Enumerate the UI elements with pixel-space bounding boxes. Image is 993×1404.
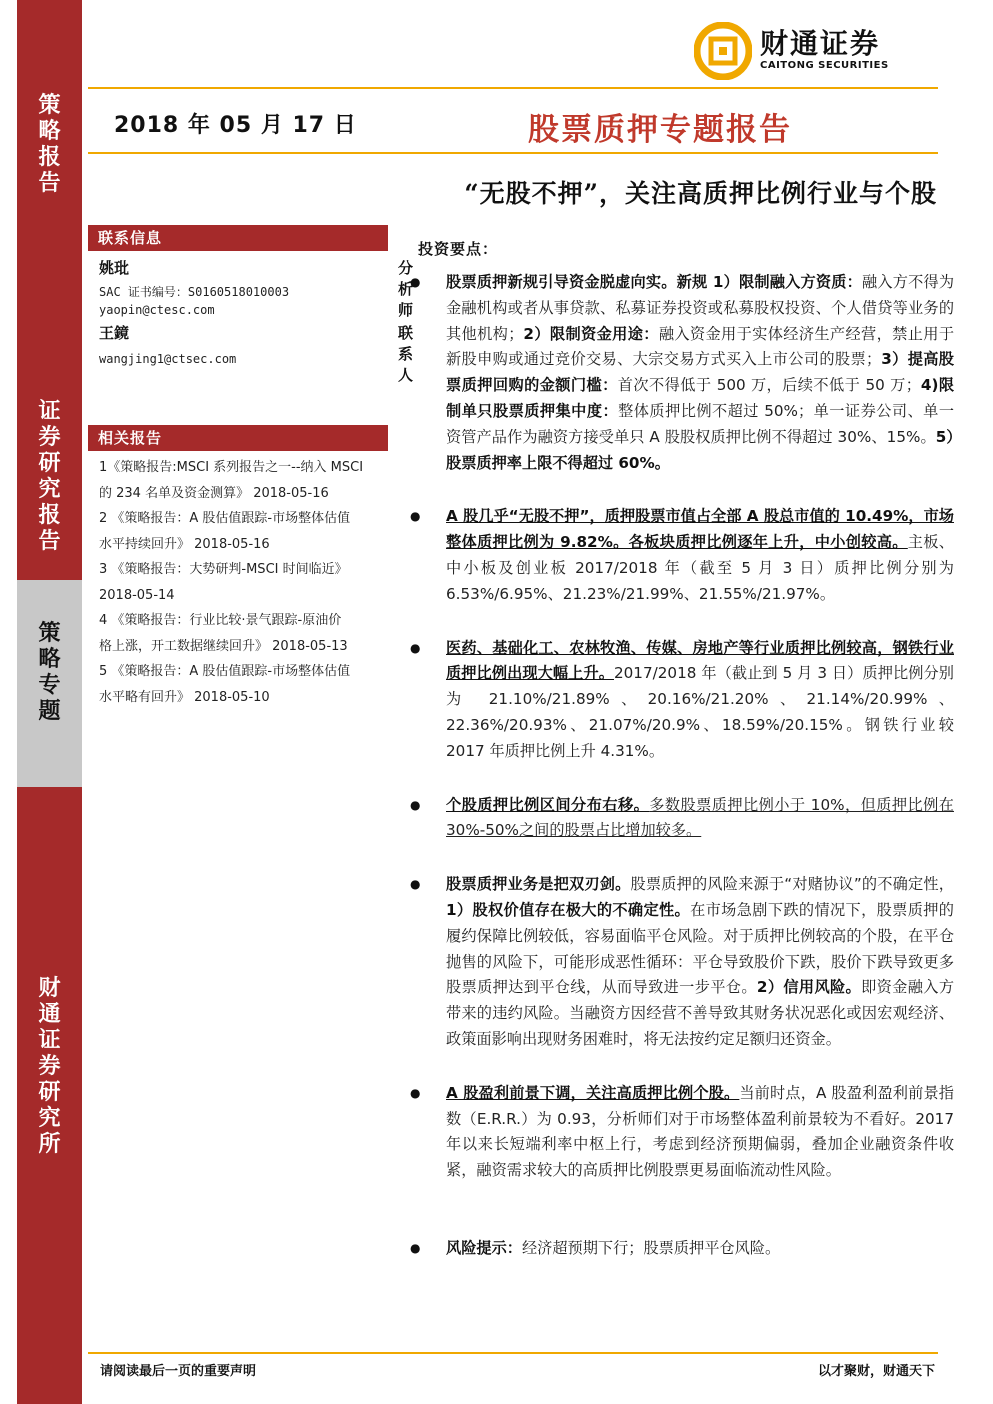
contact-name: 王鏡 (99, 324, 130, 342)
disclaimer-note: 请阅读最后一页的重要声明 (100, 1364, 257, 1379)
analyst-email[interactable]: yaopin@ctesc.com (99, 303, 215, 317)
related-reports-header: 相关报告 (88, 425, 388, 451)
related-line[interactable]: 3 《策略报告：大势研判-MSCI 时间临近》 (99, 562, 348, 577)
report-date: 2018 年 05 月 17 日 (114, 113, 357, 138)
report-headline: “无股不押”，关注高质押比例行业与个股 (464, 179, 937, 208)
company-slogan: 以才聚财，财通天下 (817, 1364, 935, 1379)
related-line[interactable]: 水平持续回升》 2018-05-16 (99, 536, 270, 552)
key-point-1: ● 股票质押新规引导资金脱虚向实。新规 1）限制融入方资质：融入方不得为金融机构或者从事贷款、私募证券投资或私募股权投资、个人借贷等业务的其他机构；2）限制资金用途：融入资金用于实体经济生产经营，禁止用于新股申购或通过竞价交易、大宗交易方式买入上市公司的股票；3）提高股票质押回购的金额门槛：首次不得低于 500 万，后续不低于 50 万；4)限制单只股票质押集中度：整体质押比例不超过 50%；单一证券公司、单一资管产品作为融资方接受单只 A 股股权质押比例不得超过 30%、15%。5）股票质押率上限不得超过 60%。 (410, 270, 954, 476)
risk-warning: ● 风险提示：经济超预期下行；股票质押平仓风险。 (410, 1236, 954, 1262)
sac-number: SAC 证书编号：S0160518010003 (99, 285, 290, 299)
caitong-logo-icon (694, 22, 752, 80)
related-line[interactable]: 2018-05-14 (99, 587, 175, 603)
sidebar-bottom-label: 财 通 证 券 研 究 所 (38, 975, 61, 1157)
related-line[interactable]: 的 234 名单及资金测算》 2018-05-16 (99, 485, 329, 501)
sidebar (17, 0, 82, 1404)
related-line[interactable]: 水平略有回升》 2018-05-10 (99, 689, 270, 705)
header-top-rule (88, 87, 938, 89)
related-reports-list (99, 455, 389, 710)
footer-rule (88, 1352, 938, 1354)
sidebar-gray-block (17, 580, 82, 787)
report-type-title: 股票质押专题报告 (528, 112, 792, 148)
related-line[interactable]: 1《策略报告:MSCI 系列报告之一--纳入 MSCI (99, 460, 364, 475)
key-point-3: ● 医药、基础化工、农林牧渔、传媒、房地产等行业质押比例较高，钢铁行业质押比例出现大幅上升。2017/2018 年（截止到 5 月 3 日）质押比例分别为 21.10%/21.89%、20.16%/21.20%、21.14%/20.99%、22.36%/20.93%、21.07%/20.9%、18.59%/20.15%。钢铁行业较 2017 年质押比例上升 4.31%。 (410, 636, 954, 765)
sidebar-middle-label: 证 券 研 究 报 告 (38, 398, 61, 554)
contact-email[interactable]: wangjing1@ctsec.com (99, 352, 237, 366)
related-line[interactable]: 格上涨，开工数据继续回升》 2018-05-13 (99, 638, 348, 654)
logo-cn-text: 财通证券 (760, 27, 881, 60)
key-point-6: ● A 股盈利前景下调，关注高质押比例个股。当前时点，A 股盈利盈利前景指数（E.R.R.）为 0.93，分析师们对于市场整体盈利前景较为不看好。2017 年以来长短端利率中枢上行，考虑到经济预期偏弱，叠加企业融资条件收紧，融资需求较大的高质押比例股票更易面临流动性风险。 (410, 1081, 954, 1184)
key-points-title: 投资要点： (418, 240, 499, 258)
sidebar-gray-label: 策 略 专 题 (38, 620, 61, 724)
related-line[interactable]: 2 《策略报告：A 股估值跟踪-市场整体估值 (99, 511, 351, 526)
logo-en-text: CAITONG SECURITIES (760, 60, 889, 71)
analyst-role: 分析师 (398, 259, 414, 319)
contact-role: 联系人 (398, 324, 414, 384)
sidebar-top-label: 策 略 报 告 (38, 92, 61, 196)
key-point-4: ● 个股质押比例区间分布右移。多数股票质押比例小于 10%，但质押比例在 30%-50%之间的股票占比增加较多。 (410, 793, 954, 845)
key-point-2: ● A 股几乎“无股不押”，质押股票市值占全部 A 股总市值的 10.49%，市场整体质押比例为 9.82%。各板块质押比例逐年上升，中小创较高。主板、中小板及创业板 2017/2018 年（截至 5 月 3 日）质押比例分别为 6.53%/6.95%、21.23%/21.99%、21.55%/21.97%。 (410, 504, 954, 607)
contact-info-header: 联系信息 (88, 225, 388, 251)
related-line[interactable]: 4 《策略报告：行业比较·景气跟踪-原油价 (99, 613, 342, 628)
company-logo (694, 22, 889, 80)
related-line[interactable]: 5 《策略报告：A 股估值跟踪-市场整体估值 (99, 664, 351, 679)
key-points-list (410, 270, 954, 1262)
key-point-5: ● 股票质押业务是把双刃剑。股票质押的风险来源于“对赌协议”的不确定性，1）股权价值存在极大的不确定性。在市场急剧下跌的情况下，股票质押的履约保障比例较低，容易面临平仓风险。对于质押比例较高的个股，在平仓抛售的风险下，可能形成恶性循环：平仓导致股价下跌，股价下跌导致更多股票质押达到平仓线，从而导致进一步平仓。2）信用风险。即资金融入方带来的违约风险。当融资方因经营不善导致其财务状况恶化或因宏观经济、政策面影响出现财务困难时，将无法按约定足额归还资金。 (410, 872, 954, 1053)
analyst-name: 姚玭 (99, 259, 130, 277)
header-bottom-rule (88, 152, 938, 154)
